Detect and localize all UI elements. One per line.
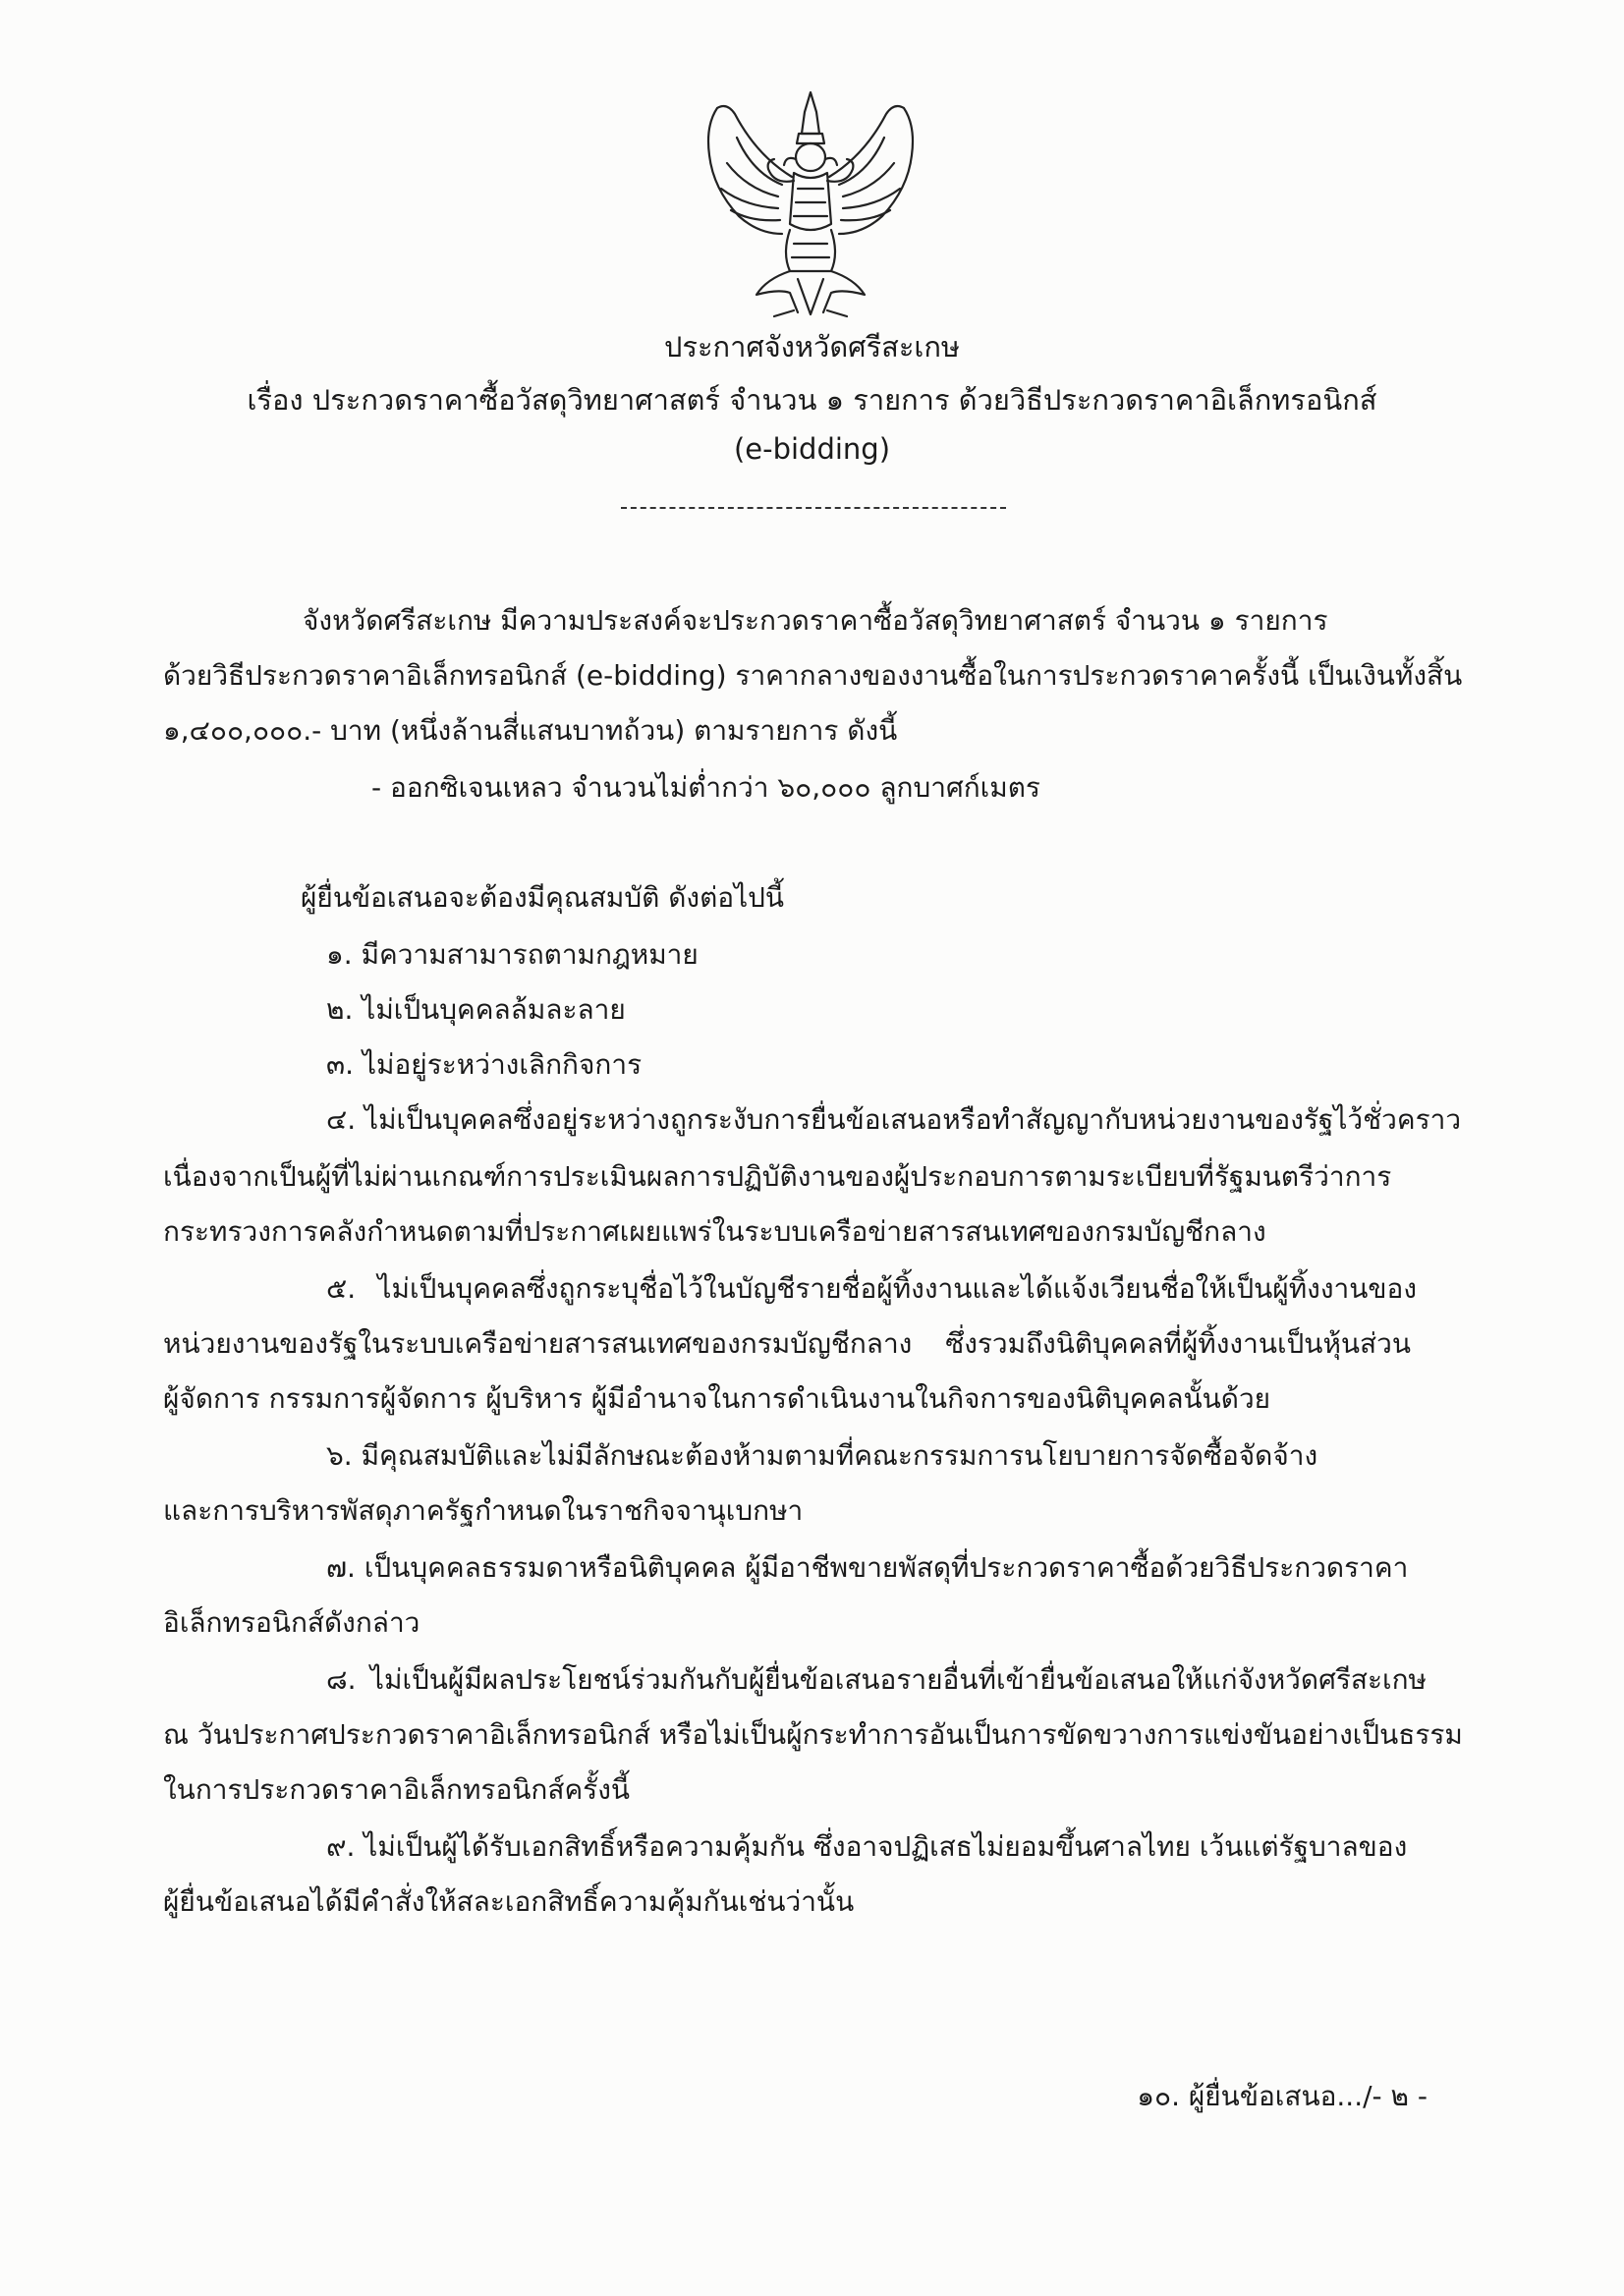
qualification-5-line-2: หน่วยงานของรัฐในระบบเครือข่ายสารสนเทศของกรมบัญชีกลาง ซึ่งรวมถึงนิติบุคคลที่ผู้ทิ้งงานเป็นหุ้นส่วน [163,1327,1411,1360]
qualification-8-line-1: ๘. ไม่เป็นผู้มีผลประโยชน์ร่วมกันกับผู้ยื่นข้อเสนอรายอื่นที่เข้ายื่นข้อเสนอให้แก่จังหวัดศรีสะเกษ [326,1663,1427,1696]
qualification-8-line-3: ในการประกวดราคาอิเล็กทรอนิกส์ครั้งนี้ [163,1773,631,1806]
document-subject: เรื่อง ประกวดราคาซื้อวัสดุวิทยาศาสตร์ จำนวน ๑ รายการ ด้วยวิธีประกวดราคาอิเล็กทรอนิกส์ [247,383,1377,417]
qualification-5-line-1: ๕. ไม่เป็นบุคคลซึ่งถูกระบุชื่อไว้ในบัญชีรายชื่อผู้ทิ้งงานและได้แจ้งเวียนชื่อให้เป็นผู้ทิ้งงานของ [326,1272,1417,1305]
qualification-6-line-1: ๖. มีคุณสมบัติและไม่มีลักษณะต้องห้ามตามที่คณะกรรมการนโยบายการจัดซื้อจัดจ้าง [326,1439,1318,1472]
intro-line-1: จังหวัดศรีสะเกษ มีความประสงค์จะประกวดราคาซื้อวัสดุวิทยาศาสตร์ จำนวน ๑ รายการ [303,604,1328,637]
qualification-9-line-1: ๙. ไม่เป็นผู้ได้รับเอกสิทธิ์หรือความคุ้มกัน ซึ่งอาจปฏิเสธไม่ยอมขึ้นศาลไทย เว้นแต่รัฐบาลของ [326,1830,1408,1863]
qualification-3: ๓. ไม่อยู่ระหว่างเลิกกิจการ [326,1048,643,1081]
document-subject-suffix: (e-bidding) [733,432,891,466]
page-continuation: ๑๐. ผู้ยื่นข้อเสนอ.../- ๒ - [1137,2080,1428,2112]
intro-item: - ออกซิเจนเหลว จำนวนไม่ต่ำกว่า ๖๐,๐๐๐ ลูกบาศก์เมตร [371,771,1040,804]
qualification-9-line-2: ผู้ยื่นข้อเสนอได้มีคำสั่งให้สละเอกสิทธิ์ความคุ้มกันเช่นว่านั้น [163,1885,855,1918]
title-divider [621,507,1006,509]
qualification-8-line-2: ณ วันประกาศประกวดราคาอิเล็กทรอนิกส์ หรือไม่เป็นผู้กระทำการอันเป็นการขัดขวางการแข่งขันอย่างเป็นธรรม [163,1718,1463,1751]
qualification-7-line-1: ๗. เป็นบุคคลธรรมดาหรือนิติบุคคล ผู้มีอาชีพขายพัสดุที่ประกวดราคาซื้อด้วยวิธีประกวดราคา [326,1551,1409,1584]
qualification-2: ๒. ไม่เป็นบุคคลล้มละลาย [326,993,626,1026]
qualifications-heading: ผู้ยื่นข้อเสนอจะต้องมีคุณสมบัติ ดังต่อไปนี้ [301,881,785,914]
garuda-emblem-icon [688,86,933,322]
qualification-1: ๑. มีความสามารถตามกฎหมาย [326,938,699,971]
qualification-4-line-3: กระทรวงการคลังกำหนดตามที่ประกาศเผยแพร่ในระบบเครือข่ายสารสนเทศของกรมบัญชีกลาง [163,1215,1266,1248]
intro-line-3: ๑,๔๐๐,๐๐๐.- บาท (หนึ่งล้านสี่แสนบาทถ้วน) ตามรายการ ดังนี้ [163,714,898,747]
qualification-4-line-1: ๔. ไม่เป็นบุคคลซึ่งอยู่ระหว่างถูกระงับการยื่นข้อเสนอหรือทำสัญญากับหน่วยงานของรัฐไว้ชั่วคราว [326,1103,1462,1136]
intro-line-2: ด้วยวิธีประกวดราคาอิเล็กทรอนิกส์ (e-bidding) ราคากลางของงานซื้อในการประกวดราคาครั้งนี้ เป็นเงินทั้งสิ้น [163,659,1463,692]
qualification-7-line-2: อิเล็กทรอนิกส์ดังกล่าว [163,1606,420,1639]
qualification-4-line-2: เนื่องจากเป็นผู้ที่ไม่ผ่านเกณฑ์การประเมินผลการปฏิบัติงานของผู้ประกอบการตามระเบียบที่รัฐมนตรีว่าการ [163,1160,1392,1193]
qualification-6-line-2: และการบริหารพัสดุภาครัฐกำหนดในราชกิจจานุเบกษา [163,1494,804,1527]
qualification-5-line-3: ผู้จัดการ กรรมการผู้จัดการ ผู้บริหาร ผู้มีอำนาจในการดำเนินงานในกิจการของนิติบุคคลนั้นด้วย [163,1382,1271,1415]
document-title: ประกาศจังหวัดศรีสะเกษ [663,330,961,364]
